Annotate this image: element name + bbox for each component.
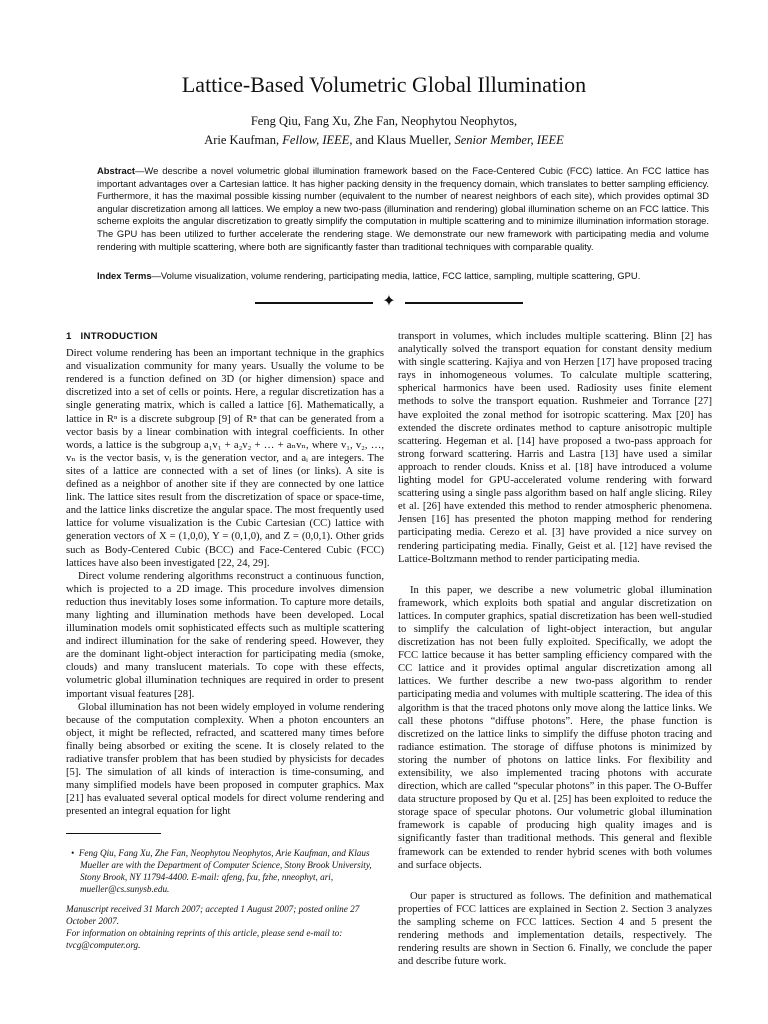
paragraph-2: Direct volume rendering algorithms reconstruct a continuous function, which is projected to a 2D image. This procedure involves dimension reduction thus inevitably loses some information. To capture more details, many lighting and illumination methods have been developed. Local illumination models omit sophisticated effects such as multiple scattering and indirect illumination for the sake of rendering speed. However, they are the dominant light-object interaction for participating media (smoke, clouds) and many translucent materials. To cope with these effects, volumetric global illumination techniques are required in order to present important visual features [28]. — [66, 570, 384, 700]
diamond-star-icon: ✦ — [382, 293, 396, 310]
left-column — [66, 330, 384, 818]
author-title-senior: Senior Member, IEEE — [454, 133, 564, 147]
footnote-manuscript: Manuscript received 31 March 2007; accepted 1 August 2007; posted online 27 October 2007. — [66, 904, 360, 926]
abstract-text: —We describe a novel volumetric global illumination framework based on the Face-Centered Cubic (FCC) lattice. An FCC lattice has important advantages over a Cartesian lattice. It has higher packing density in the frequency domain, which translates to better sampling efficiency. Furthermore, it has the maximal possible kissing number (equivalent to the number of nearest neighbors of each site), which provides optimal 3D angular discretization among all lattices. We employ a new two-pass (illumination and rendering) global illumination scheme on an FCC lattice. This scheme exploits the angular discretization to greatly simplify the computation in multiple scattering and to minimize illumination information storage. The GPU has been utilized to further accelerate the rendering stage. We demonstrate our new framework with participating media and volume rendering with multiple scattering, where both are significantly faster than traditional techniques with comparable quality. — [97, 165, 709, 252]
right-column — [398, 330, 712, 968]
paragraph-4: transport in volumes, which includes multiple scattering. Blinn [2] has analytically solved the transport equation for constant density medium with single scattering. Kajiya and von Herzen [17] have proposed tracing rays in inhomogeneous volumes. To calculate multiple scattering, spherical harmonics have been used. Radiosity uses finite element methods to solve the transport equation. Rushmeier and Torrance [27] have exploited the zonal method for isotropic scattering. Max [20] has extended the discrete ordinates method to capture anisotropic multiple scattering. Hegeman et al. [14] have proposed a two-pass approach for strong forward scattering. Harris and Lastra [13] have used a similar approach to render clouds. Kniss et al. [18] have introduced a volume lighting model for GPU-accelerated volume rendering with forward scattering using a single pass algorithm based on half angle slicing. Riley et al. [26] have extended this method to render atmospheric phenomena. Jensen [16] has presented the photon mapping method for rendering participating media. Cerezo et al. [3] have provided a nice survey on rendering participating media. Finally, Geist et al. [12] have revised the Lattice-Boltzmann method to render participating media. — [398, 331, 712, 565]
paper-title: Lattice-Based Volumetric Global Illumination — [181, 72, 587, 97]
paragraph-3: Global illumination has not been widely employed in volume rendering because of the computation complexity. When a photon encounters an object, it might be reflected, refracted, and scattered many times before finally being absorbed or exiting the scene. It is closely related to the radiative transfer problem that has been studied by physicists for decades [5]. The simulation of all kinds of interaction is time-consuming, and many simplified models have been proposed in computer graphics. Max [21] has evaluated several optical models for direct volume rendering and presented an integral equation for light — [66, 701, 384, 818]
author-name-kaufman: Arie Kaufman, — [204, 133, 283, 147]
author-line-1: Feng Qiu, Fang Xu, Zhe Fan, Neophytou Neophytos, — [250, 114, 518, 128]
abstract — [97, 165, 709, 253]
section-heading — [66, 330, 384, 343]
section-divider — [255, 293, 523, 310]
author-name-mueller: , and Klaus Mueller, — [349, 133, 455, 147]
footnote-affiliation — [66, 847, 384, 895]
divider-line-right — [405, 302, 523, 304]
affiliation-text: Feng Qiu, Fang Xu, Zhe Fan, Neophytou Neophytos, Arie Kaufman, and Klaus Mueller are with the Department of Computer Science, Stony Brook University, Stony Brook, NY 11794-4400. E-mail: qfeng, fxu, fzhe, nneophyt, ari, mueller@cs.sunysb.edu. — [78, 848, 372, 894]
abstract-label: Abstract — [97, 165, 136, 176]
paragraph-6: Our paper is structured as follows. The definition and mathematical properties of FCC lattices are explained in Section 2. Section 3 analyzes the sampling scheme on FCC lattices. Section 4 and 5 present the rendering methods and implementation details, respectively. The rendering results are shown in Section 6. Finally, we conclude the paper and describe future work. — [398, 890, 712, 968]
footnote-reprints: For information on obtaining reprints of this article, please send e-mail to: tvcg@computer.org. — [66, 928, 343, 950]
author-list — [0, 112, 768, 150]
index-terms-label: Index Terms — [97, 270, 152, 281]
section-number: 1 — [66, 331, 72, 342]
footnotes — [66, 847, 384, 951]
section-title: INTRODUCTION — [80, 331, 158, 342]
footnote-bullet: • — [71, 848, 75, 858]
author-title-fellow: Fellow, IEEE — [282, 133, 350, 147]
paragraph-1: Direct volume rendering has been an important technique in the graphics and visualization community for many years. Usually the volume to be rendered is a function defined on 3D (or higher dimension) space and discretized into a set of cells or points. Here, a regular discretization has a single generating matrix, which is called a lattice [6]. Mathematically, a lattice in Rⁿ is a discrete subgroup [9] of Rⁿ that can be generated from a vector basis by a linear combination with integral coefficients. In other words, a lattice is the subgroup a₁v₁ + a₂v₂ + … + aₙvₙ, where v₁, v₂, …, vₙ is the vector basis, vᵢ is the generation vector, and aᵢ are integers. The sites of a lattice are connected with a set of lines (or links). A site is defined as a neighbor of another site if they are connected by one lattice link. The lattice sites result from the discretization of space or space-time, and the lattice links discretize the angular space. The most frequently used lattice for volume visualization is the Cubic Cartesian (CC) lattice with generation vectors of X = (1,0,0), Y = (0,1,0), and Z = (0,0,1). Other grids such as Body-Centered Cubic (BCC) and Face-Centered Cubic (FCC) lattices have also been investigated [22, 24, 29]. — [66, 348, 384, 569]
footnote-rule — [66, 833, 161, 834]
index-terms-text: —Volume visualization, volume rendering, participating media, lattice, FCC lattice, sampling, multiple scattering, GPU. — [151, 270, 641, 281]
divider-line-left — [255, 302, 373, 304]
index-terms — [97, 270, 709, 283]
author-line-2 — [0, 131, 768, 150]
paragraph-5: In this paper, we describe a new volumetric global illumination framework, which exploits both spatial and angular discretization on lattices. In computer graphics, spatial discretization has been well-studied to simplify the calculation of light-object interaction, but angular discretization has not been fully exploited. Specifically, we adopt the FCC lattice because it has better sampling efficiency compared with the CC lattice and it provides optimal angular discretization among all lattices. We further describe a new two-pass algorithm to render participating media and volumes with multiple scattering. The idea of this algorithm is that the traced photons only move along the lattice links. We call these photons “diffuse photons”. Here, the phase function is discretized on the lattice links to simplify the diffuse photon tracing and radiance estimation. The storage of diffuse photons is minimized by storing the number of photons on lattice links. For flexibility and extensibility, we also implemented tracing photons with accurate direction, which are called “specular photons” in this paper. The O-Buffer data structure proposed by Qu et al. [25] has been exploited to reduce the storage space of specular photons. Our volumetric global illumination framework is capable of producing high quality images and is significantly faster than traditional methods. This general and flexible framework can be extended to render hybrid scenes with both volumes and surface objects. — [398, 584, 712, 871]
